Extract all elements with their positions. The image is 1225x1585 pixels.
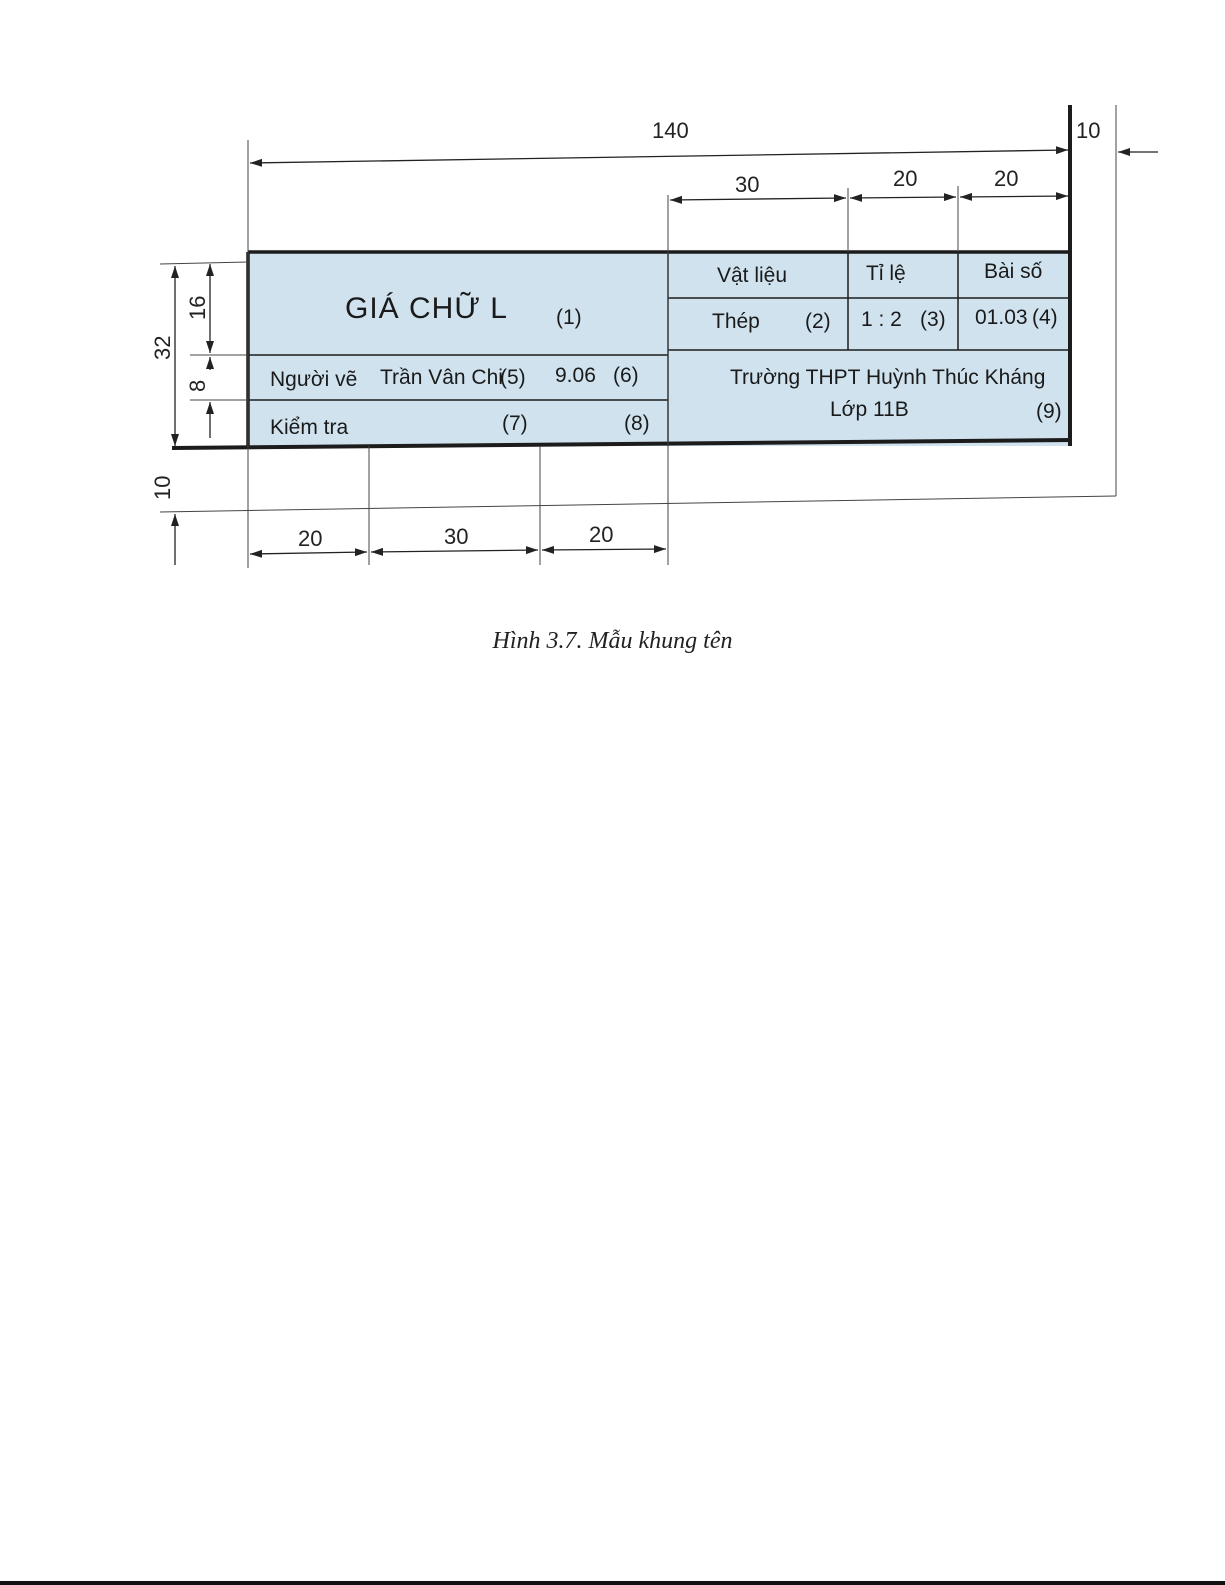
dim-bottom-10: 10 (150, 475, 175, 500)
dim-32: 32 (150, 335, 175, 360)
drawn-date-ref: (6) (613, 364, 639, 387)
dim-bottom-30: 30 (444, 524, 469, 549)
dim-line-top-20b (960, 196, 1068, 197)
dim-line-140 (250, 150, 1068, 163)
drawn-date: 9.06 (555, 364, 596, 387)
ext-paper-bottom (160, 496, 1116, 512)
class-name: Lớp 11B (830, 398, 909, 421)
dim-line-bottom-30 (371, 550, 538, 552)
checked-label: Kiểm tra (270, 416, 349, 439)
dim-bottom-20b: 20 (589, 522, 614, 547)
dim-140: 140 (652, 118, 689, 143)
scale-value: 1 : 2 (861, 308, 902, 331)
material-value: Thép (712, 310, 760, 333)
page-bottom-rule (0, 1581, 1225, 1585)
dim-16: 16 (185, 295, 210, 320)
drawn-by-name: Trần Vân Chi (380, 366, 503, 389)
dim-line-top-30 (670, 198, 846, 200)
dim-8: 8 (185, 379, 210, 392)
checked-ref: (7) (502, 412, 528, 435)
material-ref: (2) (805, 310, 831, 333)
dim-top-20a: 20 (893, 166, 918, 191)
checked-date-ref: (8) (624, 412, 650, 435)
dim-top-30: 30 (735, 172, 760, 197)
title-block-fill (248, 252, 1070, 446)
scale-label: Tỉ lệ (866, 262, 906, 285)
title-text: GIÁ CHỮ L (345, 292, 508, 325)
drawn-by-label: Người vẽ (270, 368, 358, 391)
dim-line-bottom-20a (250, 552, 367, 554)
drawn-by-ref: (5) (500, 366, 526, 389)
ext-top-32 (160, 262, 248, 264)
dim-top-20b: 20 (994, 166, 1019, 191)
material-label: Vật liệu (717, 264, 788, 287)
dim-line-top-20a (850, 197, 956, 198)
figure-caption: Hình 3.7. Mẫu khung tên (492, 628, 733, 654)
dim-line-bottom-20b (542, 549, 666, 550)
sheet-label: Bài số (984, 260, 1043, 283)
dim-right-10: 10 (1076, 118, 1101, 143)
school-name: Trường THPT Huỳnh Thúc Kháng (730, 366, 1046, 389)
title-ref: (1) (556, 306, 582, 329)
sheet-ref: (4) (1032, 306, 1058, 329)
sheet-value: 01.03 (975, 306, 1028, 329)
scale-ref: (3) (920, 308, 946, 331)
title-block-diagram (0, 0, 1225, 700)
school-ref: (9) (1036, 400, 1062, 423)
dim-bottom-20a: 20 (298, 526, 323, 551)
